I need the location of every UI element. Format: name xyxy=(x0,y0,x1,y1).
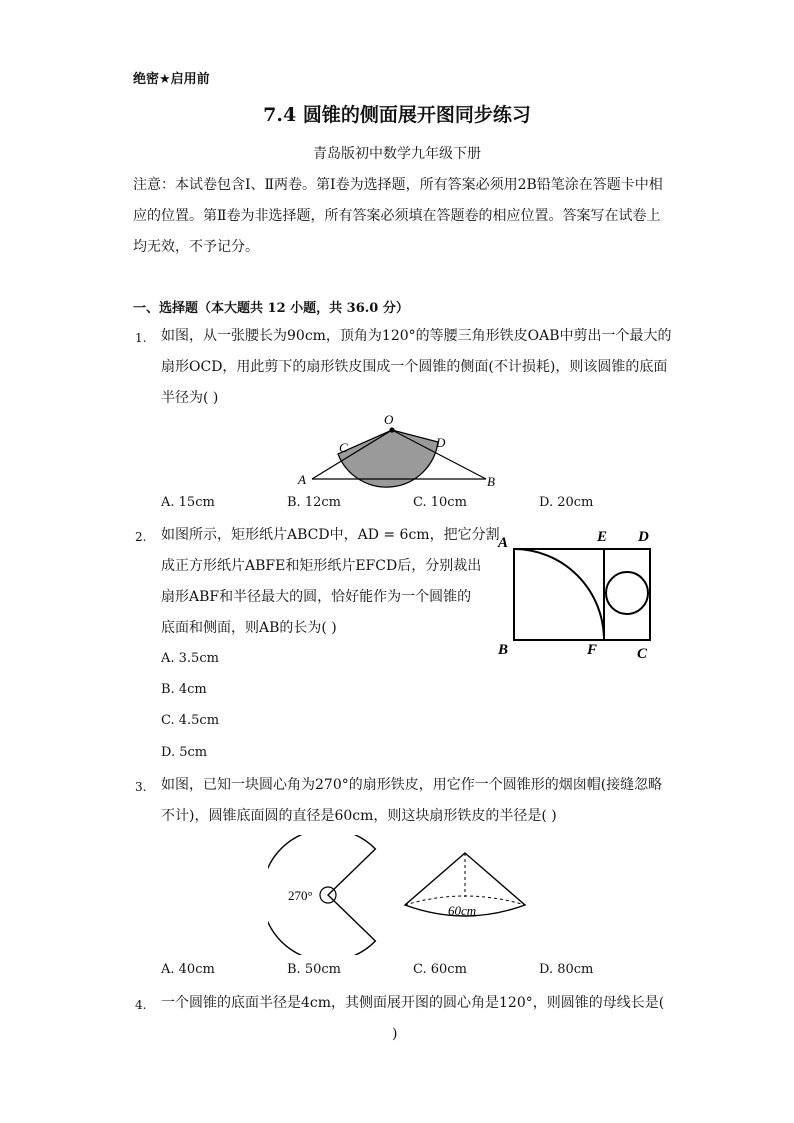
question-3-line-1: 如图，已知一块圆心角为270°的扇形铁皮，用它作一个圆锥形的烟囱帽(接缝忽略 xyxy=(161,777,663,793)
label-b: B xyxy=(498,642,509,658)
label-d: D xyxy=(638,529,649,545)
question-1-line-2: 扇形OCD，用此剪下的扇形铁皮围成一个圆锥的侧面(不计损耗)，则该圆锥的底面 xyxy=(161,359,668,375)
label-d: D xyxy=(436,435,446,450)
question-1-option-a[interactable]: A. 15cm xyxy=(161,495,215,510)
question-3-option-b[interactable]: B. 50cm xyxy=(287,962,341,977)
question-4-line-2: ) xyxy=(392,1026,398,1042)
question-3-number: 3. xyxy=(135,780,147,794)
inscribed-circle xyxy=(606,572,648,614)
question-3-option-c[interactable]: C. 60cm xyxy=(413,962,467,977)
question-4-line-1: 一个圆锥的底面半径是4cm，其侧面展开图的圆心角是120°，则圆锥的母线长是( xyxy=(161,995,665,1011)
question-2-number: 2. xyxy=(135,530,147,544)
sector-abf-arc xyxy=(514,549,604,640)
confidential-label: 绝密★启用前 xyxy=(133,72,210,87)
question-1-line-3: 半径为( ) xyxy=(161,390,219,406)
label-e: E xyxy=(597,529,608,545)
question-3-option-a[interactable]: A. 40cm xyxy=(161,962,215,977)
question-2-option-d[interactable]: D. 5cm xyxy=(161,745,208,760)
label-o: O xyxy=(384,412,394,427)
question-3-figure xyxy=(268,835,533,955)
question-2-option-a[interactable]: A. 3.5cm xyxy=(161,651,219,666)
question-1-number: 1. xyxy=(135,331,147,345)
question-3-line-2: 不计)，圆锥底面圆的直径是60cm，则这块扇形铁皮的半径是( ) xyxy=(161,808,557,824)
question-4-number: 4. xyxy=(135,998,147,1012)
question-1-line-1: 如图，从一张腰长为90cm，顶角为120°的等腰三角形铁皮OAB中剪出一个最大的 xyxy=(161,328,672,344)
question-1-option-c[interactable]: C. 10cm xyxy=(413,495,467,510)
question-1-option-d[interactable]: D. 20cm xyxy=(539,495,594,510)
page-title: 7.4 圆锥的侧面展开图同步练习 xyxy=(263,104,531,126)
label-c: C xyxy=(637,646,648,662)
label-a: A xyxy=(298,472,306,487)
question-1-figure xyxy=(290,408,505,490)
sector-270 xyxy=(268,835,375,955)
label-c: C xyxy=(339,440,348,455)
question-3-option-d[interactable]: D. 80cm xyxy=(539,962,594,977)
page-subtitle: 青岛版初中数学九年级下册 xyxy=(313,146,481,162)
label-f: F xyxy=(587,642,598,658)
question-1-option-b[interactable]: B. 12cm xyxy=(287,495,341,510)
label-diameter: 60cm xyxy=(448,903,477,918)
label-angle: 270° xyxy=(288,888,313,903)
label-b: B xyxy=(487,474,495,489)
question-2-line-3: 扇形ABF和半径最大的圆，恰好能作为一个圆锥的 xyxy=(161,589,472,605)
section-heading: 一、选择题（本大题共 12 小题，共 36.0 分） xyxy=(133,301,409,316)
exam-instructions: 注意：本试卷包含Ⅰ、Ⅱ两卷。第Ⅰ卷为选择题，所有答案必须用2B铅笔涂在答题卡中相应的位置。第Ⅱ卷为非选择题，所有答案必须填在答题卷的相应位置。答案写在试卷上均无效，不予记分。 xyxy=(133,177,663,255)
question-2-line-4: 底面和侧面，则AB的长为( ) xyxy=(161,620,337,636)
question-2-line-1: 如图所示，矩形纸片ABCD中，AD = 6cm，把它分割 xyxy=(161,527,500,543)
question-2-option-b[interactable]: B. 4cm xyxy=(161,682,207,697)
question-2-figure xyxy=(493,525,668,665)
question-2-line-2: 成正方形纸片ABFE和矩形纸片EFCD后，分别裁出 xyxy=(161,558,482,574)
label-a: A xyxy=(498,535,509,551)
question-2-option-c[interactable]: C. 4.5cm xyxy=(161,713,220,728)
